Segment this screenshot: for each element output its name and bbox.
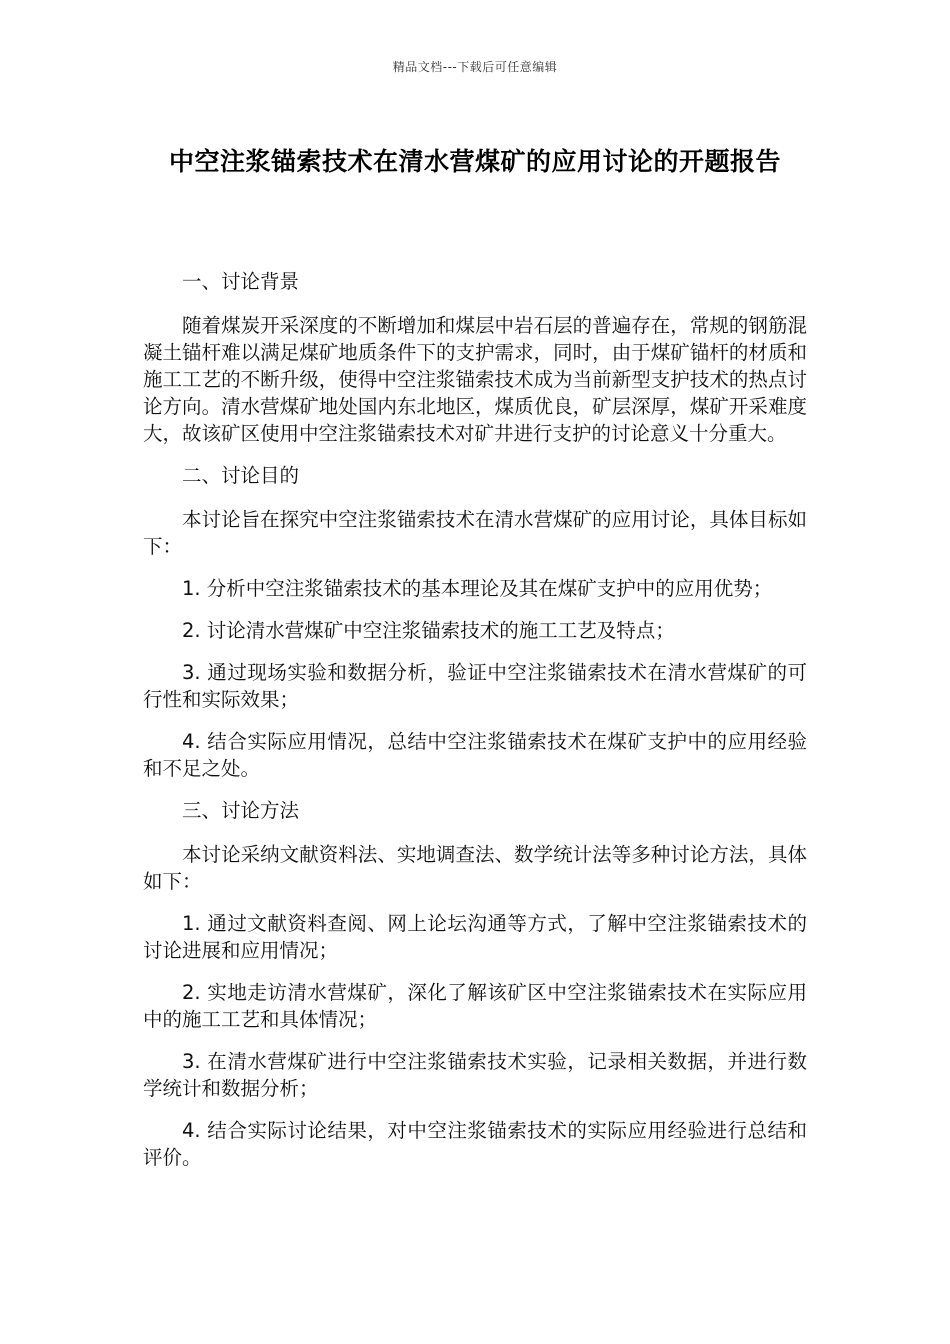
document-body — [143, 268, 807, 1186]
list-item-method-4: 4. 结合实际讨论结果，对中空注浆锚索技术的实际应用经验进行总结和评价。 — [143, 1119, 807, 1169]
list-item-method-3: 3. 在清水营煤矿进行中空注浆锚索技术实验，记录相关数据，并进行数学统计和数据分析； — [143, 1050, 807, 1100]
section-heading-purpose: 二、讨论目的 — [182, 464, 300, 487]
section-heading-method: 三、讨论方法 — [182, 799, 300, 822]
list-item-purpose-1: 1. 分析中空注浆锚索技术的基本理论及其在煤矿支护中的应用优势； — [182, 577, 773, 600]
list-item-method-2: 2. 实地走访清水营煤矿，深化了解该矿区中空注浆锚索技术在实际应用中的施工工艺和具体情况； — [143, 981, 807, 1031]
list-item-purpose-4: 4. 结合实际应用情况，总结中空注浆锚索技术在煤矿支护中的应用经验和不足之处。 — [143, 730, 807, 780]
paragraph-purpose-intro: 本讨论旨在探究中空注浆锚索技术在清水营煤矿的应用讨论，具体目标如下： — [143, 508, 807, 558]
paragraph-background: 随着煤炭开采深度的不断增加和煤层中岩石层的普遍存在，常规的钢筋混凝土锚杆难以满足煤矿地质条件下的支护需求，同时，由于煤矿锚杆的材质和施工工艺的不断升级，使得中空注浆锚索技术成为当前新型支护技术的热点讨论方向。清水营煤矿地处国内东北地区，煤质优良，矿层深厚，煤矿开采难度大，故该矿区使用中空注浆锚索技术对矿井进行支护的讨论意义十分重大。 — [143, 314, 807, 445]
document-title: 中空注浆锚索技术在清水营煤矿的应用讨论的开题报告 — [168, 147, 781, 176]
paragraph-method-intro: 本讨论采纳文献资料法、实地调查法、数学统计法等多种讨论方法，具体如下： — [143, 843, 807, 893]
list-item-purpose-3: 3. 通过现场实验和数据分析，验证中空注浆锚索技术在清水营煤矿的可行性和实际效果； — [143, 661, 807, 711]
header-note: 精品文档---下载后可任意编辑 — [392, 60, 558, 74]
list-item-purpose-2: 2. 讨论清水营煤矿中空注浆锚索技术的施工工艺及特点； — [182, 619, 675, 642]
section-heading-background: 一、讨论背景 — [182, 270, 300, 293]
list-item-method-1: 1. 通过文献资料查阅、网上论坛沟通等方式，了解中空注浆锚索技术的讨论进展和应用情况； — [143, 912, 807, 962]
